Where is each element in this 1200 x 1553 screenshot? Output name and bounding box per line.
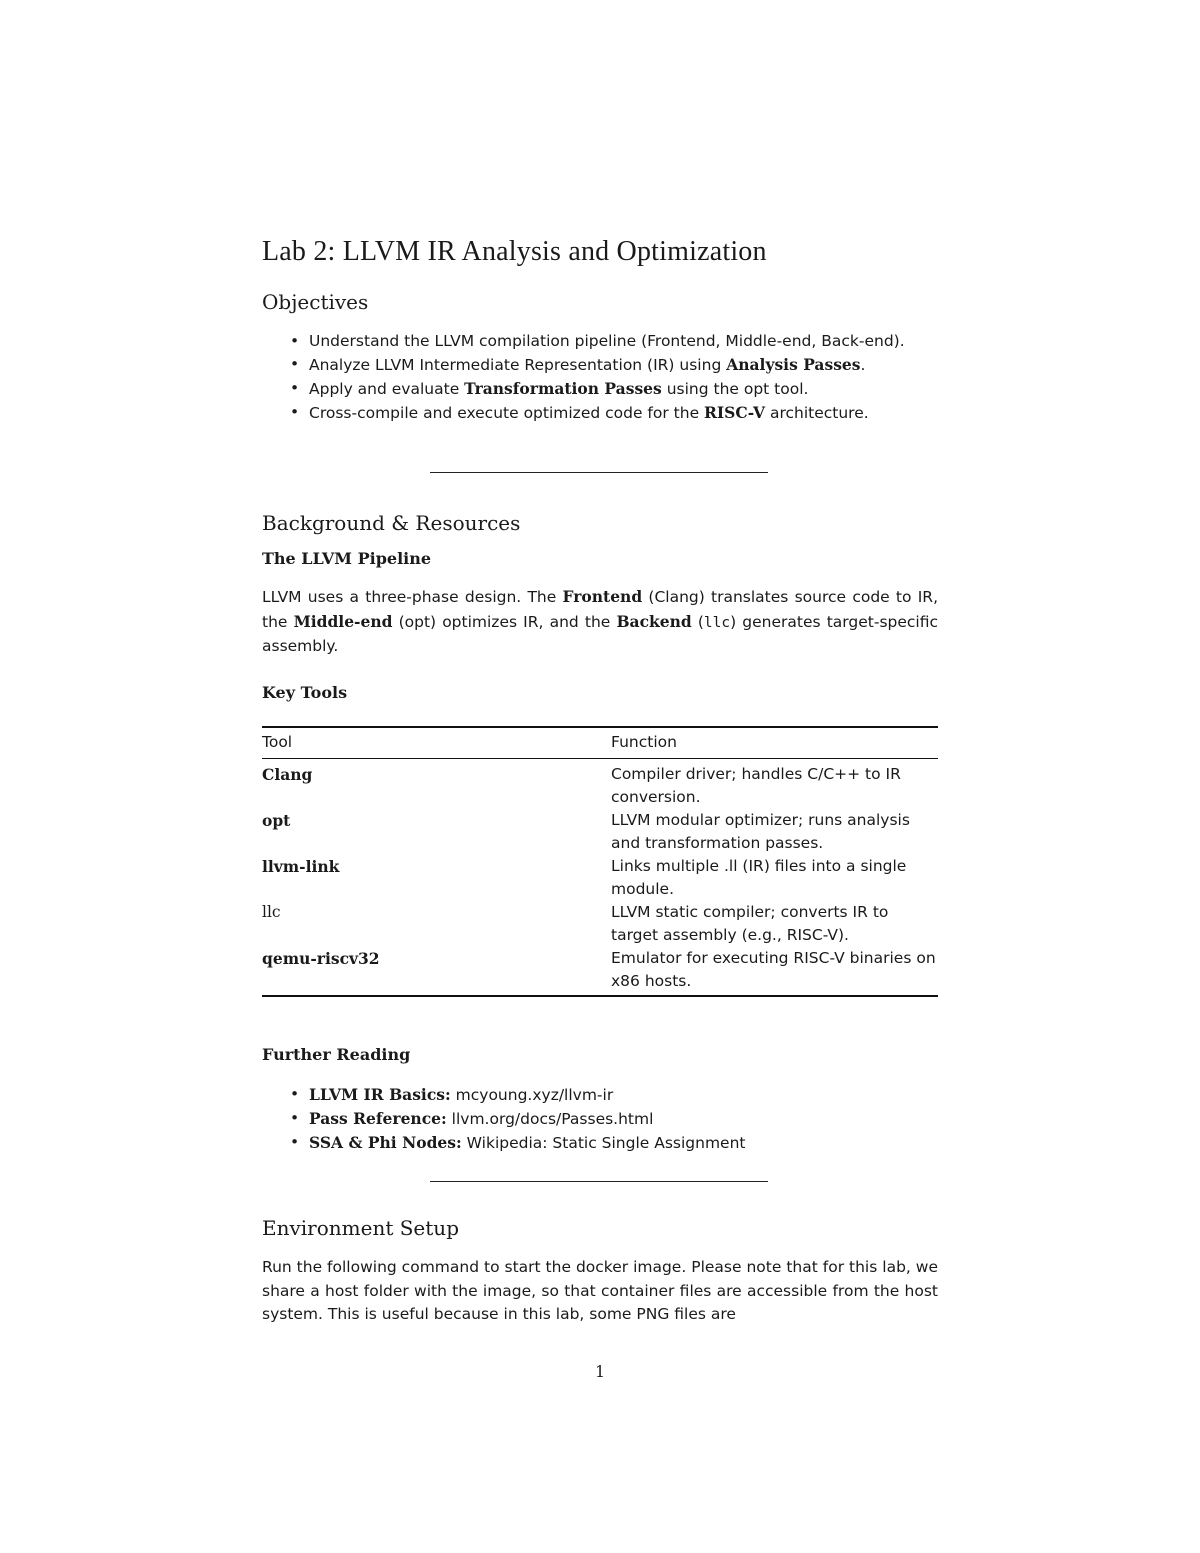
table-row	[262, 809, 938, 855]
section-divider	[430, 472, 768, 473]
page-number: 1	[595, 1363, 605, 1381]
bullet-icon: •	[290, 403, 300, 421]
tool-name: llvm-link	[262, 857, 340, 876]
tool-function: Links multiple .ll (IR) files into a single module.	[611, 857, 907, 898]
bullet-icon: •	[290, 379, 300, 397]
tool-name: Clang	[262, 765, 313, 784]
tool-function: Emulator for executing RISC-V binaries on x86 hosts.	[611, 949, 936, 990]
section-divider	[430, 1181, 768, 1182]
tool-function: LLVM static compiler; converts IR to target assembly (e.g., RISC-V).	[611, 903, 889, 944]
table-row	[262, 947, 938, 996]
objectives-list	[262, 330, 938, 425]
bullet-icon: •	[290, 1085, 300, 1103]
list-item: • Pass Reference: llvm.org/docs/Passes.html	[290, 1109, 654, 1128]
table-row	[262, 901, 938, 947]
reading-link[interactable]: Wikipedia: Static Single Assignment	[466, 1134, 746, 1152]
key-tools-heading: Key Tools	[262, 683, 348, 702]
pipeline-heading: The LLVM Pipeline	[262, 549, 432, 568]
tool-function: Compiler driver; handles C/C++ to IR conversion.	[611, 765, 901, 806]
bullet-icon: •	[290, 1109, 300, 1127]
document-page	[262, 0, 938, 1553]
pipeline-paragraph: LLVM uses a three-phase design. The Frontend (Clang) translates source code to IR, the Middle-end (opt) optimizes IR, and the Backend (llc) generates target-specific assembly.	[262, 587, 939, 655]
page-title: Lab 2: LLVM IR Analysis and Optimization	[262, 236, 767, 267]
background-heading: Background & Resources	[262, 511, 521, 535]
list-item: • LLVM IR Basics: mcyoung.xyz/llvm-ir	[290, 1085, 614, 1104]
reading-link[interactable]: llvm.org/docs/Passes.html	[451, 1110, 654, 1128]
table-row	[262, 759, 938, 810]
tool-name: qemu-riscv32	[262, 949, 380, 968]
environment-heading: Environment Setup	[262, 1216, 459, 1240]
bullet-icon: •	[290, 1133, 300, 1151]
list-item: • Analyze LLVM Intermediate Representation (IR) using Analysis Passes.	[290, 355, 866, 374]
list-item: • Understand the LLVM compilation pipeline (Frontend, Middle-end, Back-end).	[262, 330, 938, 353]
tool-function: LLVM modular optimizer; runs analysis and transformation passes.	[611, 811, 910, 852]
tool-name: opt	[262, 811, 291, 830]
table-row	[262, 855, 938, 901]
further-reading-heading: Further Reading	[262, 1045, 411, 1064]
list-item: • SSA & Phi Nodes: Wikipedia: Static Single Assignment	[290, 1133, 746, 1152]
list-item: • Apply and evaluate Transformation Passes using the opt tool.	[290, 379, 809, 398]
column-header-function: Function	[611, 733, 677, 751]
bullet-icon: •	[290, 355, 300, 373]
bullet-icon: •	[290, 332, 300, 350]
list-item: • Cross-compile and execute optimized code for the RISC-V architecture.	[290, 403, 869, 422]
key-tools-table	[262, 726, 938, 997]
environment-paragraph: Run the following command to start the docker image. Please note that for this lab, we share a host folder with the image, so that container files are accessible from the host system. This is useful because in this lab, some PNG files are	[262, 1258, 938, 1323]
table-header-row	[262, 727, 938, 759]
reading-link[interactable]: mcyoung.xyz/llvm-ir	[455, 1086, 614, 1104]
column-header-tool: Tool	[262, 733, 293, 751]
objectives-heading: Objectives	[262, 290, 369, 314]
tool-name: llc	[262, 903, 281, 921]
further-reading-list	[262, 1083, 938, 1155]
